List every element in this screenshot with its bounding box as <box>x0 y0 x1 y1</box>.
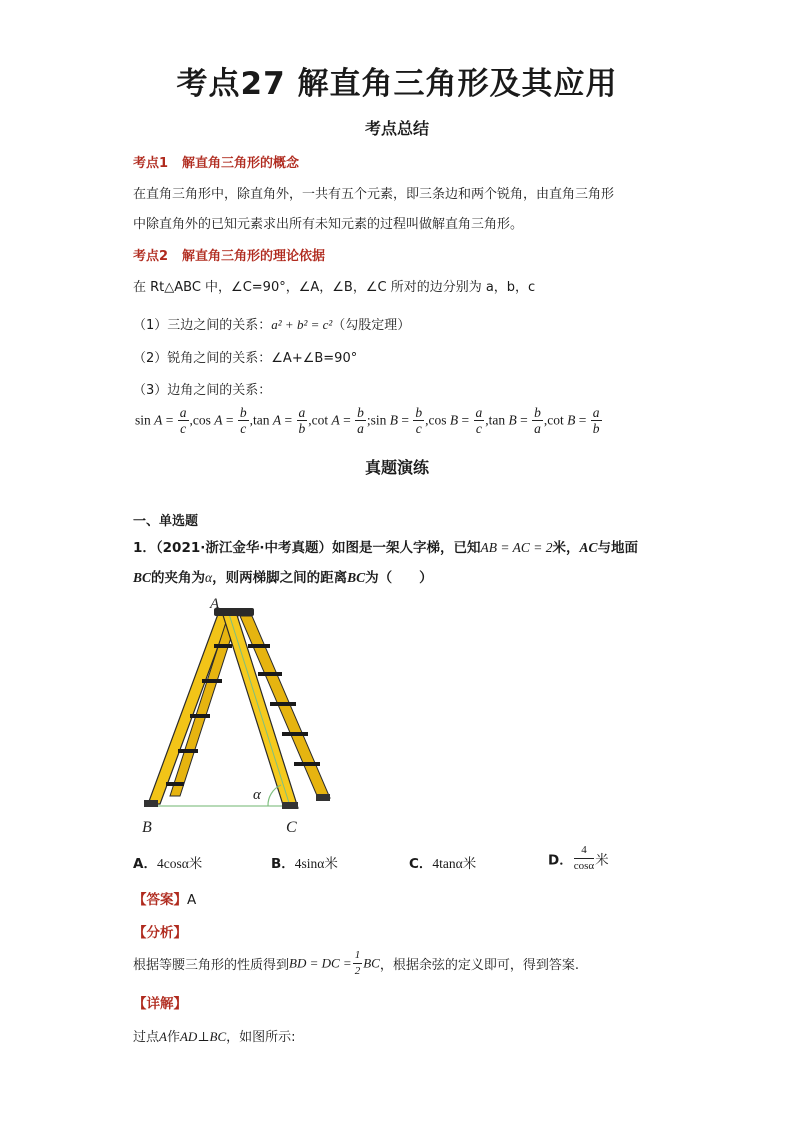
formula-lhs: sin A = <box>135 412 177 428</box>
analysis-math: BC <box>363 955 380 971</box>
relation-2: （2）锐角之间的关系：∠A+∠B=90° <box>133 351 358 366</box>
option-unit: 米 <box>462 856 477 872</box>
relation-1 <box>133 314 410 333</box>
page-title: 考点27 解直角三角形及其应用 <box>176 66 618 102</box>
question-1-line-1 <box>133 536 638 556</box>
kp2-label: 考点2 <box>133 249 169 264</box>
option-c[interactable] <box>409 852 476 872</box>
option-value: 4cosα <box>156 856 189 871</box>
kp1-label: 考点1 <box>133 156 169 171</box>
analysis-label: 【分析】 <box>133 925 187 941</box>
formula-lhs: tan A = <box>253 412 296 428</box>
trig-formula-row <box>135 405 603 436</box>
formula-fraction <box>591 405 602 436</box>
detail-math: AD⊥BC <box>179 1029 227 1044</box>
question-text: ，则两梯脚之间的距离 <box>212 570 348 586</box>
formula-fraction <box>532 405 543 436</box>
formula-fraction <box>474 405 485 436</box>
left-front-rail <box>148 614 230 804</box>
foot <box>316 794 330 801</box>
formula-separator: , <box>543 412 548 428</box>
question-math: BC <box>347 570 366 585</box>
alpha-label: α <box>253 787 261 803</box>
fraction-denominator: a <box>357 421 364 436</box>
fraction-numerator: 4 <box>574 843 594 859</box>
fraction-numerator: a <box>179 405 187 420</box>
fraction-numerator: a <box>475 405 483 420</box>
analysis-text-part: 根据等腰三角形的性质得到 <box>133 958 290 973</box>
formula-lhs: cot B = <box>547 412 590 428</box>
question-text: 米， <box>552 540 580 556</box>
formula-fraction <box>413 405 424 436</box>
option-unit: 米 <box>324 856 338 872</box>
left-back-rail <box>170 616 238 796</box>
knowledge-point-2 <box>133 245 325 264</box>
option-unit: 米 <box>595 852 609 869</box>
fraction-denominator: c <box>240 421 247 436</box>
foot <box>144 800 158 807</box>
detail-label: 【详解】 <box>133 996 187 1012</box>
option-b[interactable] <box>271 852 338 872</box>
question-math: AC <box>579 540 598 555</box>
formula-separator: ; <box>366 412 371 428</box>
fraction-numerator: b <box>415 405 423 420</box>
analysis-text-part: ，根据余弦的定义即可，得到答案. <box>379 958 579 973</box>
option-a[interactable] <box>133 852 202 872</box>
paragraph-2: 在 Rt△ABC 中，∠C=90°，∠A，∠B，∠C 所对的边分别为 a，b，c <box>133 280 536 295</box>
fraction-denominator: c <box>180 421 187 436</box>
option-key: D． <box>548 852 573 869</box>
relation-1-prefix: （1）三边之间的关系： <box>133 318 272 333</box>
fraction-numerator: a <box>592 405 600 420</box>
summary-heading: 考点总结 <box>364 119 429 138</box>
paragraph-1-line-2: 中除直角外的已知元素求出所有未知元素的过程叫做解直角三角形。 <box>133 217 524 232</box>
ladder-top-cap <box>214 608 254 616</box>
relation-3: （3）边角之间的关系： <box>133 383 272 398</box>
question-source: （2021·浙江金华·中考真题） <box>155 540 332 556</box>
formula-separator: , <box>485 412 489 428</box>
formula-fraction <box>297 405 308 436</box>
fraction-numerator: 1 <box>353 948 363 964</box>
detail-text-part: ，如图所示: <box>226 1030 296 1045</box>
answer-label: 【答案】 <box>133 892 187 908</box>
formula-fraction <box>178 405 189 436</box>
point-a-label: A <box>210 596 220 612</box>
option-key: C． <box>409 856 433 872</box>
formula-separator: , <box>308 412 312 428</box>
question-math: α <box>205 570 213 585</box>
option-key: B． <box>271 856 295 872</box>
relation-1-suffix: （勾股定理） <box>332 318 411 333</box>
fraction-numerator: b <box>534 405 541 420</box>
question-text: 与地面 <box>597 540 638 556</box>
kp1-text: 解直角三角形的概念 <box>182 156 300 171</box>
part-heading: 一、单选题 <box>133 514 199 529</box>
formula-separator: , <box>249 412 254 428</box>
fraction-numerator: b <box>357 405 364 420</box>
answer-line <box>133 888 196 908</box>
analysis-math: BD = DC = <box>289 955 352 971</box>
detail-text <box>133 1026 296 1045</box>
fraction-denominator: b <box>298 421 306 436</box>
fraction-denominator: c <box>475 421 482 436</box>
option-value: 4sinα <box>294 856 325 871</box>
question-text: 为（ ） <box>365 570 433 586</box>
fraction-numerator: a <box>298 405 306 420</box>
option-value: 4tanα <box>432 856 463 871</box>
half-fraction <box>353 948 363 979</box>
formula-lhs: sin B = <box>370 412 413 428</box>
pythagorean-formula: a² + b² = c² <box>271 317 333 332</box>
formula-separator: , <box>425 412 429 428</box>
question-number: 1． <box>133 540 156 556</box>
paragraph-1-line-1: 在直角三角形中，除直角外，一共有五个元素，即三条边和两个锐角，由直角三角形 <box>133 187 615 202</box>
option-unit: 米 <box>188 856 203 872</box>
question-1-line-2 <box>133 566 433 586</box>
detail-text-part: 作 <box>166 1030 180 1045</box>
fraction-numerator: b <box>239 405 247 420</box>
formula-fraction <box>238 405 249 436</box>
detail-text-part: 过点 <box>133 1030 160 1045</box>
point-b-label: B <box>142 819 152 836</box>
formula-fraction <box>355 405 366 436</box>
option-d[interactable] <box>548 843 609 874</box>
fraction-denominator: b <box>592 421 600 436</box>
formula-lhs: cos A = <box>192 412 237 428</box>
point-c-label: C <box>286 819 297 836</box>
analysis-text <box>133 948 579 979</box>
formula-lhs: cos B = <box>428 412 473 428</box>
question-math: BC <box>133 570 152 585</box>
formula-separator: , <box>189 412 193 428</box>
fraction-denominator: a <box>534 421 541 436</box>
ladder-figure <box>140 596 340 836</box>
question-text: 的夹角为 <box>151 570 206 586</box>
question-math: AB = AC = 2 <box>480 540 553 555</box>
fraction-denominator: cosα <box>573 860 595 872</box>
option-key: A． <box>133 856 157 872</box>
knowledge-point-1 <box>133 152 299 171</box>
foot <box>282 802 298 809</box>
formula-lhs: tan B = <box>488 412 532 428</box>
kp2-text: 解直角三角形的理论依据 <box>182 249 326 264</box>
option-d-fraction <box>574 843 594 874</box>
section-heading: 真题演练 <box>364 458 429 477</box>
fraction-denominator: 2 <box>354 965 361 977</box>
detail-math: A <box>159 1029 167 1044</box>
formula-lhs: cot A = <box>311 412 355 428</box>
fraction-denominator: c <box>415 421 422 436</box>
question-text: 如图是一架人字梯，已知 <box>332 540 481 556</box>
answer-value: A <box>187 892 197 908</box>
